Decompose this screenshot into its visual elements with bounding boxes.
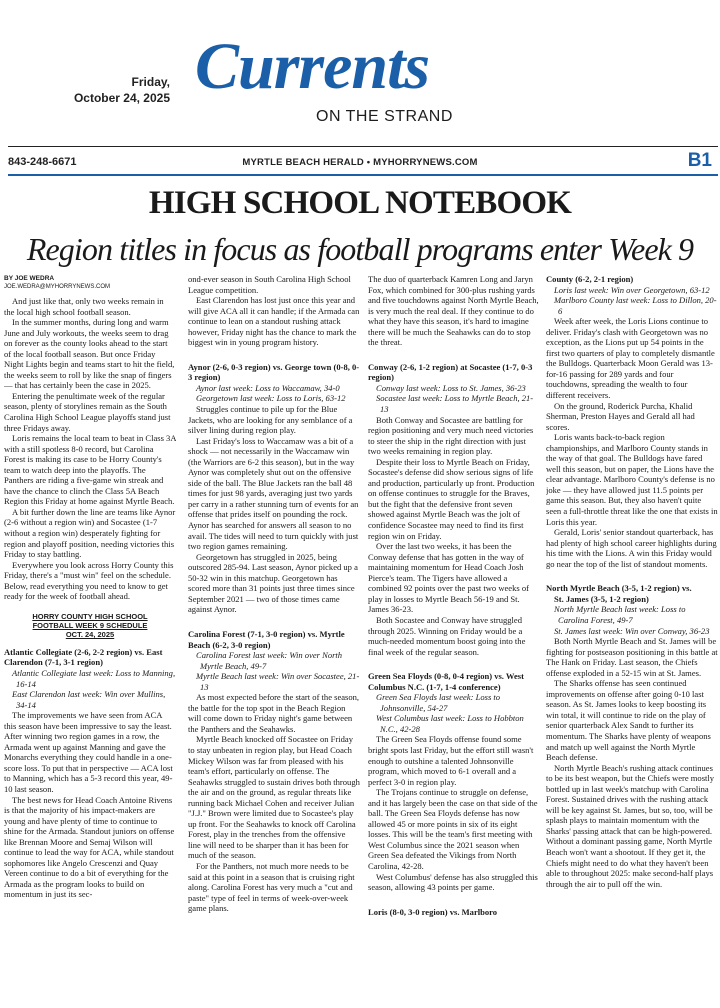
paragraph: The Trojans continue to struggle on defense, and it has largely been the case on that side of the ball. The Green Sea Floyds defense has now allowed 45 or more points in six of its eight losses. This will be the team's first meeting with West Columbus since the 2021 season when Green Sea defeated the Vikings from North Carolina, 42-28. (368, 787, 538, 871)
phone-number: 843-248-6671 (8, 156, 77, 168)
paragraph: As most expected before the start of the season, the battle for the top spot in the Beach Region will come down to Friday night's game between the Panthers and the Seahawks. (188, 692, 360, 734)
section-flag: Currents (195, 30, 430, 103)
paragraph: The Green Sea Floyds offense found some bright spots last Friday, but the effort still wasn't enough to outshine a talented Johnsonville program, which moved to 6-1 overall and a perfect 3-0 in region play. (368, 734, 534, 787)
info-bar-rule (8, 174, 718, 176)
paragraph: Struggles continue to pile up for the Blue Jackets, who are looking for any semblance of a silver lining during region play. (188, 404, 353, 436)
schedule-heading-line: HORRY COUNTY HIGH SCHOOL (32, 611, 148, 621)
paragraph: Entering the penultimate week of the regular season, plenty of storylines remain as the South Carolina High School League playoffs stand just three Fridays away. (4, 390, 171, 433)
paragraph: The best news for Head Coach Antoine Rivens is that the majority of his impact-makers are young and have plenty of time to continue to shine for the Armada. Standout juniors on offense like Brennan Moore and Semaj Wilson will continue to lead the way for ACA, while standout sophomores like Angelo Crescenzi and Quay Vereen continue to do a bit of everything for the Armada as the program looks to build on momentum in just its sec- (4, 794, 175, 900)
section-title: HIGH SCHOOL NOTEBOOK (148, 185, 572, 221)
game-title: Carolina Forest (7-1, 3-0 region) vs. Myrtle Beach (6-2, 3-0 region) (188, 628, 345, 650)
issue-date (60, 74, 170, 106)
masthead (0, 0, 720, 150)
paragraph: A bit further down the line are teams like Aynor (2-6 without a region win) and Socastee (1-7 without a region win) desperately fighting for region and playoff position, needing victories this Friday to stay battling. (4, 506, 176, 560)
paragraph: Gerald, Loris' senior standout quarterback, has had plenty of high school career highlights during his time with the Lions. A win this Friday would go near the top of the list of standout moments. (546, 527, 717, 569)
schedule-heading-line: OCT. 24, 2025 (65, 629, 115, 639)
game-title-continued: County (6-2, 2-1 region) (546, 274, 634, 284)
section-flag-subtitle: ON THE STRAND (316, 108, 453, 125)
page-number: B1 (687, 150, 712, 171)
article-headline: Region titles in focus as football programs enter Week 9 (26, 231, 694, 267)
last-week-result: East Clarendon last week: Win over Mullins, 34-14 (12, 689, 166, 710)
byline-email: JOE.WEDRA@MYHORRYNEWS.COM (4, 284, 110, 290)
article-column-2 (188, 274, 360, 1008)
article-column-3 (368, 274, 540, 1008)
last-week-result: Marlboro County last week: Loss to Dillon, 20-6 (554, 295, 717, 316)
paragraph: Both North Myrtle Beach and St. James will be fighting for postseason positioning in this battle at The Hank on Friday. Last season, the Chiefs offense exploded in a 52-15 win at St. James. (546, 636, 718, 678)
game-title: Loris (8-0, 3-0 region) vs. Marlboro (368, 906, 498, 917)
game-title: St. James (3-5, 1-2 region) (554, 593, 649, 604)
byline: BY JOE WEDRA (4, 275, 55, 282)
paragraph: On the ground, Roderick Purcha, Khalid Sherman, Preston Hayes and Gerald all had scores. (546, 400, 695, 432)
issue-day: Friday, (131, 75, 170, 89)
masthead-rule (8, 146, 718, 147)
article-column-1 (4, 274, 176, 1008)
last-week-result: Georgetown last week: Loss to Loris, 63-12 (196, 393, 346, 404)
last-week-result: West Columbus last week: Loss to Hobbton N.C., 42-28 (376, 713, 524, 734)
issue-full-date: October 24, 2025 (73, 91, 170, 105)
paragraph: The duo of quarterback Kamren Long and Jaryn Fox, which combined for 300-plus rushing yards and five touchdowns against North Myrtle Beach, is very much the real deal. If they continue to do what they have this season, it's hard to imagine there will be much the Seahawks can do to stop the threat. (368, 274, 539, 348)
paragraph: In the summer months, during long and warm June and July workouts, the weeks seem to drag on forever as the county looks ahead to the start of the local football season. But once Friday Night Lights begin and teams start to hit the field, the weeks seem to roll by like the snap of fingers — that has certainly been the case in 2025. (4, 317, 175, 391)
last-week-result: Aynor last week: Loss to Waccamaw, 34-0 (196, 382, 340, 393)
last-week-result: Socastee last week: Loss to Myrtle Beach, 21-13 (376, 393, 534, 415)
paragraph: Despite their loss to Myrtle Beach on Friday, Socastee's defense did show serious signs of life and production, particularly up front. Production on offense continues to struggle for the Braves, but the fight that the defensive front seven showed against Myrtle Beach was the jolt of confidence Socastee may need to find its first region win on Friday. (368, 456, 535, 541)
game-title: Aynor (2-6, 0-3 region) vs. George town (0-8, 0-3 region) (188, 361, 360, 383)
last-week-result: Carolina Forest last week: Win over North Myrtle Beach, 49-7 (196, 650, 343, 671)
paragraph: North Myrtle Beach's rushing attack continues to be its best weapon, but the Chiefs were mostly bottled up in last week's matchup with Carolina Forest. Sustained drives with the rushing attack will be key against St. James, but so, too, will be splash plays to maintain momentum with the Sharks' passing attack that can be high-powered. Without a dominant passing game, North Myrtle Beach won't want a shootout. If they get it, the Chiefs might need to do what they haven't been able to throughout 2025: make second-half plays through the air to pull off the win. (546, 762, 715, 889)
outlet-name: MYRTLE BEACH HERALD • MYHORRYNEWS.COM (242, 157, 478, 168)
paragraph: Loris remains the local team to beat in Class 3A with a still spotless 8-0 record, but Carolina Forest is making its case to be Horry County's team to watch deep into the playoffs. The Panthers are riding a five-game win streak and have the chance to clinch the Class 5A Beach Region this Friday at home against Myrtle Beach. (4, 433, 176, 507)
paragraph: Loris wants back-to-back region championships, and Marlboro County stands in the way of that goal. The Bulldogs have fared well this season, but on paper, the Lions have the clear advantage. Marlboro County's defense is no joke — they have allowed just 11.5 points per game this season. But, they also haven't quite seen a full-throttle threat like the one that exists in Loris this year. (546, 432, 718, 527)
paragraph: East Clarendon has lost just once this year and will give ACA all it can handle; if the Armada can continue to lean on a standout rushing attack however, Friday night has the chance to mark the biggest win in young program history. (188, 295, 360, 348)
paragraph: ond-ever season in South Carolina High School League competition. (188, 274, 351, 295)
paragraph: Everywhere you look across Horry County this Friday, there's a "must win" feel on the schedule. Below, read everything you need to know to get ready for the week of football ahead. (4, 559, 174, 602)
last-week-result: Myrtle Beach last week: Win over Socastee, 21-13 (196, 671, 360, 692)
paragraph: Georgetown has struggled in 2025, being outscored 285-94. Last season, Aynor picked up a 50-32 win in this matchup. Georgetown has scored more than 31 points just three times since September 2021 — two of those times came against Aynor. (188, 551, 358, 615)
last-week-result: North Myrtle Beach last week: Loss to Carolina Forest, 49-7 (554, 604, 686, 625)
article-column-4 (546, 274, 718, 1008)
paragraph: And just like that, only two weeks remain in the local high school football season. (4, 296, 164, 317)
paragraph: The Sharks offense has seen continued improvements on offense after going 0-10 last season. As St. James looks to keep boosting its win total, it will continue to ride on the play of senior quarterback Alex Sandt to further its momentum. The Sharks have plenty of weapons and match up well against the North Myrtle Beach defense. (546, 678, 711, 763)
game-title: Conway (2-6, 1-2 region) at Socastee (1-7, 0-3 region) (368, 361, 533, 383)
paragraph: The improvements we have seen from ACA this season have been impressive to say the least. After winning two region games in a row, the Armada went up against Manning and gave the Monarchs everything they could handle in a one-score loss. To put that in perspective — ACA lost to Manning, which has a 5-3 record this year, 49-10 last season. (4, 710, 173, 794)
paragraph: Both Socastee and Conway have struggled through 2025. Winning on Friday would be a much-needed momentum boost going into the final week of the regular season. (368, 614, 526, 657)
last-week-result: Green Sea Floyds last week: Loss to Johnsonville, 54-27 (376, 692, 501, 713)
paragraph: Over the last two weeks, it has been the Conway defense that has gotten in the way of maintaining momentum for Head Coach Josh Pierce's team. The Tigers have allowed a combined 92 points over the past two weeks of play in losses to Myrtle Beach 56-19 and St. James 36-23. (368, 541, 529, 615)
paragraph: West Columbus' defense has also struggled this season, allowing 43 points per game. (368, 871, 538, 893)
schedule-heading (4, 612, 176, 639)
game-title: Atlantic Collegiate (2-6, 2-2 region) vs. East Clarendon (7-1, 3-1 region) (4, 646, 163, 668)
schedule-heading-line: FOOTBALL WEEK 9 SCHEDULE (32, 620, 148, 630)
game-title: Green Sea Floyds (0-8, 0-4 region) vs. West Columbus N.C. (1-7, 1-4 conference) (368, 671, 524, 692)
last-week-result: St. James last week: Win over Conway, 36-23 (554, 625, 710, 636)
last-week-result: Loris last week: Win over Georgetown, 63-12 (554, 284, 710, 295)
paragraph: For the Panthers, not much more needs to be said at this point in a season that is cruising right along. Carolina Forest has very much a "cut and paste" type of feel in terms of week-over-week game plans. (188, 860, 355, 914)
game-title: North Myrtle Beach (3-5, 1-2 region) vs. (546, 583, 692, 594)
paragraph: Week after week, the Loris Lions continue to deliver. Friday's clash with Georgetown was no exception, as the Lions put up 54 points in the first two quarters of play to completely dismantle the Bulldogs. Quarterback Moon Gerald was 13-for-16 passing for 289 yards and four touchdowns, spreading the wealth to four different receivers. (546, 316, 715, 401)
last-week-result: Conway last week: Loss to St. James, 36-23 (376, 382, 526, 393)
paragraph: Myrtle Beach knocked off Socastee on Friday to stay unbeaten in region play, but Head Coach Mickey Wilson was far from pleased with his team's effort, particularly on offense. The Seahawks struggled to sustain drives both through the air and on the ground, as regular threats like running back Michael Cohen and receiver Julian "J.J." Brown were limited due to Socastee's play up front. For the Seahawks to knock off Carolina Forest, play in the trenches from the offensive line will need to be sharper than it has been for much of the season. (188, 734, 360, 861)
paragraph: Both Conway and Socastee are battling for region positioning and very much need victories to steer the ship in the right direction with just two weeks remaining in region play. (368, 414, 534, 457)
info-bar (0, 150, 720, 172)
paragraph: Last Friday's loss to Waccamaw was a bit of a shock — not necessarily in the Waccamaw win (the Warriors are 6-2 this season), but in the way Aynor was completely shut out on the offensive side of the ball. The Blue Jackets ran the ball 48 times for just 98 yards, averaging just two yards per carry in a rather stunning turn of events for an offense that prides itself on pounding the rock. Aynor has searched for answers all season to no avail. The tides will need to turn quickly with just two region games remaining. (188, 435, 359, 552)
last-week-result: Atlantic Collegiate last week: Loss to Manning, 16-14 (12, 667, 176, 689)
